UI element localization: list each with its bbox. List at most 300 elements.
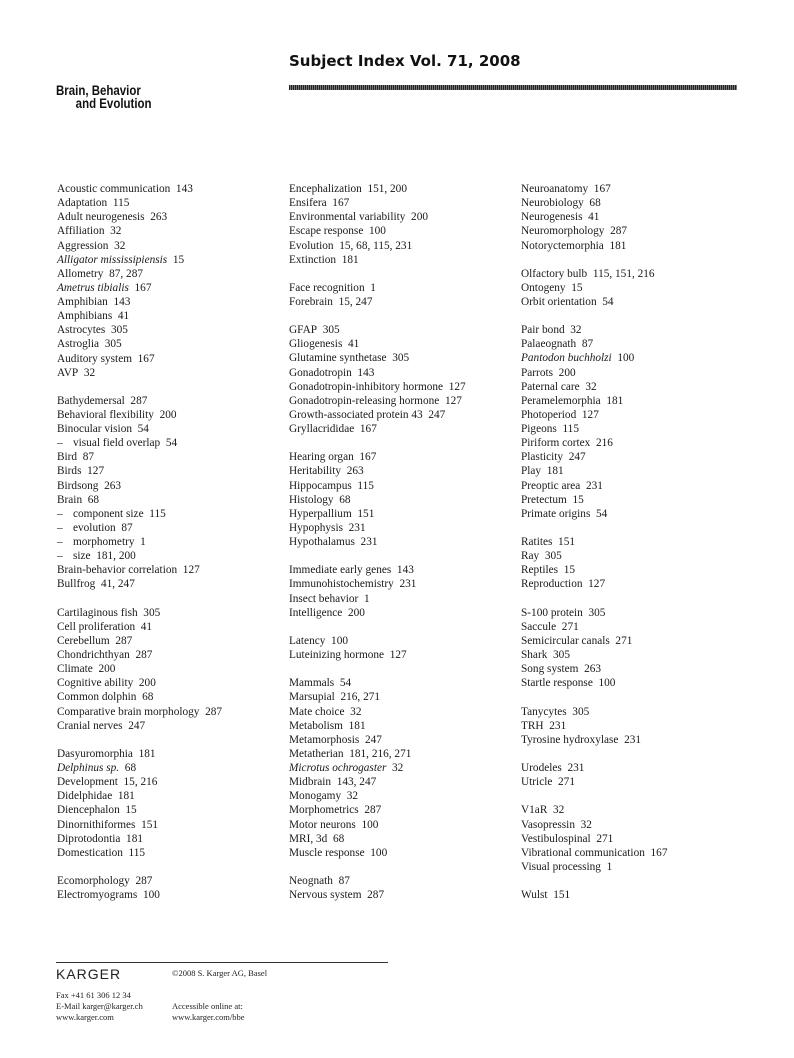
index-entry — [289, 408, 466, 422]
index-term: Notoryctemorphia — [521, 239, 604, 252]
index-entry — [57, 662, 222, 676]
index-pages: 167 — [359, 423, 377, 436]
online-access — [172, 1001, 244, 1023]
index-term: Gonadotropin — [289, 366, 352, 379]
index-entry — [289, 253, 466, 267]
index-entry — [57, 747, 222, 761]
index-entry — [57, 450, 222, 464]
index-entry — [521, 267, 667, 281]
index-term: Song system — [521, 663, 579, 676]
index-entry — [57, 775, 222, 789]
index-pages: 271 — [558, 776, 575, 789]
index-pages: 115 — [128, 846, 146, 859]
index-entry — [57, 676, 222, 690]
index-pages: 1 — [370, 281, 376, 294]
index-pages: 181 — [606, 394, 624, 407]
index-entry — [289, 592, 466, 606]
index-pages: 143 — [175, 183, 193, 195]
index-pages: 200 — [98, 663, 116, 676]
index-term: Tanycytes — [521, 705, 567, 718]
index-pages: 32 — [114, 239, 126, 252]
subentry-dash: – — [57, 507, 63, 520]
index-pages: 32 — [392, 762, 404, 775]
index-pages: 32 — [350, 705, 362, 718]
index-spacer — [57, 733, 222, 747]
index-term: Ray — [521, 550, 540, 563]
index-term: Semicircular canals — [521, 634, 610, 647]
index-term: Cranial nerves — [57, 719, 123, 732]
index-entry — [57, 606, 222, 620]
index-term: Gonadotropin-inhibitory hormone — [289, 380, 444, 393]
index-term: Gonadotropin-releasing hormone — [289, 394, 440, 407]
index-subentry — [57, 535, 222, 549]
index-entry — [289, 366, 466, 380]
index-pages: 287 — [135, 875, 153, 888]
index-term: Binocular vision — [57, 423, 132, 436]
index-term: Urodeles — [521, 762, 562, 775]
index-term: Forebrain — [289, 295, 333, 308]
index-entry — [521, 507, 667, 521]
index-entry — [521, 577, 667, 591]
index-term: Bullfrog — [57, 578, 96, 591]
index-term: Escape response — [289, 225, 364, 238]
index-entry — [521, 366, 667, 380]
index-entry — [521, 775, 667, 789]
index-pages: 287 — [135, 649, 153, 662]
index-term: Ontogeny — [521, 281, 566, 294]
index-spacer — [57, 592, 222, 606]
index-term: Saccule — [521, 620, 557, 633]
index-entry — [289, 690, 466, 704]
index-entry — [57, 394, 222, 408]
index-entry — [521, 493, 667, 507]
index-term: Olfactory bulb — [521, 267, 588, 280]
index-term: Electromyograms — [57, 889, 138, 902]
index-term: Hippocampus — [289, 479, 352, 492]
index-entry — [289, 210, 466, 224]
index-entry — [521, 888, 667, 902]
index-term: Reproduction — [521, 578, 583, 591]
index-term: Ratites — [521, 536, 553, 549]
index-term: Primate origins — [521, 507, 591, 520]
index-entry — [57, 648, 222, 662]
index-entry — [57, 295, 222, 309]
index-entry — [289, 846, 466, 860]
index-pages: 32 — [553, 804, 565, 817]
index-pages: 305 — [588, 606, 606, 619]
index-column-2 — [289, 182, 466, 902]
index-pages: 100 — [369, 225, 386, 238]
index-pages: 143 — [396, 564, 414, 577]
journal-logo — [56, 84, 152, 110]
index-pages: 32 — [110, 225, 122, 238]
index-term: morphometry — [73, 536, 135, 549]
index-term: Plasticity — [521, 451, 564, 464]
index-entry — [521, 182, 667, 196]
index-pages: 100 — [142, 889, 160, 902]
index-term: Mate choice — [289, 705, 345, 718]
index-pages: 115 — [562, 423, 579, 436]
index-spacer — [289, 267, 466, 281]
index-entry — [289, 803, 466, 817]
index-subentry — [57, 436, 222, 450]
index-pages: 87 — [338, 875, 350, 888]
index-pages: 167 — [137, 352, 155, 365]
index-entry — [57, 224, 222, 238]
index-term: Mammals — [289, 677, 335, 690]
index-term: Reptiles — [521, 564, 559, 577]
index-pages: 15 — [571, 281, 583, 294]
index-term: Immediate early genes — [289, 564, 392, 577]
index-term: Startle response — [521, 677, 593, 690]
index-pages: 271 — [596, 832, 614, 845]
index-term: Amphibian — [57, 296, 108, 308]
index-entry — [521, 422, 667, 436]
index-entry — [521, 662, 667, 676]
index-pages: 287 — [364, 804, 382, 817]
index-term: Cognitive ability — [57, 677, 134, 690]
index-pages: 15, 68, 115, 231 — [339, 239, 413, 252]
index-pages: 100 — [617, 352, 635, 365]
index-pages: 41 — [348, 338, 360, 351]
index-pages: 305 — [143, 606, 161, 619]
index-entry — [289, 450, 466, 464]
index-entry — [57, 281, 222, 295]
index-pages: 181, 200 — [96, 550, 136, 563]
index-entry — [521, 239, 667, 253]
index-pages: 151 — [357, 507, 375, 520]
index-entry — [289, 648, 466, 662]
index-spacer — [289, 620, 466, 634]
index-term: Orbit orientation — [521, 295, 597, 308]
index-term: Nervous system — [289, 889, 362, 902]
index-pages: 151 — [558, 536, 575, 549]
index-spacer — [521, 789, 667, 803]
index-term: Birdsong — [57, 479, 99, 492]
index-spacer — [521, 690, 667, 704]
index-term: Marsupial — [289, 691, 335, 704]
index-entry — [57, 408, 222, 422]
index-entry — [57, 620, 222, 634]
index-entry — [289, 182, 466, 196]
index-entry — [521, 719, 667, 733]
index-term: Development — [57, 776, 118, 789]
index-pages: 115, 151, 216 — [592, 267, 655, 280]
index-entry — [289, 521, 466, 535]
website-link[interactable]: www.karger.com — [56, 1012, 114, 1022]
index-pages: 32 — [83, 366, 96, 379]
index-entry — [289, 577, 466, 591]
index-entry — [289, 394, 466, 408]
index-term: Behavioral flexibility — [57, 408, 154, 421]
index-term: Paternal care — [521, 380, 580, 393]
subentry-dash: – — [57, 536, 63, 549]
online-access-label: Accessible online at: — [172, 1001, 243, 1011]
index-pages: 1 — [363, 592, 370, 605]
index-pages: 151 — [553, 889, 571, 902]
index-pages: 87 — [82, 451, 95, 464]
index-pages: 100 — [370, 846, 388, 859]
index-term: Evolution — [289, 239, 334, 252]
index-term: Comparative brain morphology — [57, 705, 200, 718]
index-term: Midbrain — [289, 776, 332, 789]
index-term: Domestication — [57, 846, 123, 859]
index-entry — [521, 818, 667, 832]
email-address[interactable]: E-Mail karger@karger.ch — [56, 1001, 143, 1011]
index-pages: 167 — [134, 281, 152, 294]
subentry-dash: – — [57, 521, 63, 534]
index-entry — [289, 719, 466, 733]
index-pages: 181 — [341, 253, 359, 266]
index-entry — [289, 832, 466, 846]
index-entry — [521, 733, 667, 747]
index-pages: 68 — [332, 832, 345, 845]
index-entry — [289, 479, 466, 493]
index-entry — [57, 493, 222, 507]
index-entry — [57, 182, 222, 196]
index-subentry — [57, 549, 222, 563]
index-entry — [57, 577, 222, 591]
index-pages: 41 — [588, 211, 600, 224]
index-spacer — [289, 309, 466, 323]
index-spacer — [521, 521, 667, 535]
index-pages: 287 — [115, 634, 133, 647]
index-spacer — [57, 380, 222, 394]
index-term: Piriform cortex — [521, 437, 591, 450]
index-term: Hyperpallium — [289, 507, 352, 520]
index-entry — [521, 620, 667, 634]
index-term: Cell proliferation — [57, 620, 136, 633]
index-entry — [57, 832, 222, 846]
index-entry — [289, 634, 466, 648]
index-pages: 305 — [544, 550, 562, 563]
index-term: Climate — [57, 663, 93, 676]
index-term: Allometry — [57, 267, 104, 280]
index-entry — [521, 549, 667, 563]
index-term: Dasyuromorphia — [57, 747, 133, 760]
index-term: Neurogenesis — [521, 211, 583, 224]
index-term: Metamorphosis — [289, 733, 360, 746]
index-term: Preoptic area — [521, 479, 581, 492]
index-pages: 181 — [609, 239, 627, 252]
index-pages: 181 — [546, 465, 564, 478]
index-term: evolution — [73, 521, 116, 534]
index-entry — [57, 874, 222, 888]
index-entry — [521, 634, 667, 648]
index-term: Cerebellum — [57, 634, 110, 647]
index-pages: 87 — [581, 338, 594, 351]
index-entry — [521, 196, 667, 210]
index-pages: 68 — [87, 493, 100, 506]
index-spacer — [521, 747, 667, 761]
index-entry — [521, 295, 667, 309]
index-pages: 127 — [448, 380, 466, 393]
index-entry — [289, 507, 466, 521]
index-entry — [289, 337, 466, 351]
index-entry — [289, 705, 466, 719]
index-pages: 41 — [117, 310, 130, 323]
index-entry — [57, 464, 222, 478]
index-term: Adult neurogenesis — [57, 211, 145, 224]
index-entry — [289, 888, 466, 902]
index-term: Heritability — [289, 465, 342, 478]
index-entry — [521, 450, 667, 464]
index-spacer — [289, 549, 466, 563]
index-pages: 287 — [130, 394, 148, 407]
index-pages: 181 — [117, 790, 135, 803]
index-entry — [521, 563, 667, 577]
index-entry — [521, 860, 667, 874]
index-pages: 216, 271 — [340, 691, 381, 704]
index-column-3 — [521, 182, 667, 902]
index-term: component size — [73, 507, 144, 520]
index-term: Motor neurons — [289, 818, 356, 831]
index-term: Metatherian — [289, 747, 344, 760]
index-pages: 247 — [364, 733, 382, 746]
index-pages: 100 — [331, 634, 348, 647]
index-term: Astroglia — [57, 338, 100, 351]
index-pages: 15 — [172, 253, 185, 266]
index-entry — [57, 267, 222, 281]
index-term: Pigeons — [521, 423, 557, 436]
index-pages: 287 — [205, 705, 223, 718]
index-term: Histology — [289, 493, 334, 506]
index-pages: 68 — [589, 197, 601, 210]
index-entry — [57, 323, 222, 337]
index-pages: 263 — [584, 663, 602, 676]
index-term: Diprotodontia — [57, 832, 121, 845]
index-pages: 41 — [140, 620, 153, 633]
index-term: Shark — [521, 649, 548, 662]
index-term: Palaeognath — [521, 338, 577, 351]
index-term: Growth-associated protein 43 — [289, 408, 423, 421]
index-entry — [57, 309, 222, 323]
index-spacer — [521, 874, 667, 888]
index-pages: 305 — [110, 324, 128, 337]
index-entry — [521, 535, 667, 549]
index-term: AVP — [57, 366, 79, 379]
index-term: Wulst — [521, 889, 548, 902]
index-term: Delphinus sp. — [57, 762, 120, 775]
index-term: Neognath — [289, 875, 333, 888]
index-spacer — [289, 860, 466, 874]
index-pages: 54 — [602, 295, 614, 308]
index-term: Peramelemorphia — [521, 394, 601, 407]
index-entry — [57, 210, 222, 224]
index-entry — [57, 705, 222, 719]
index-pages: 68 — [339, 493, 351, 506]
index-pages: 100 — [361, 818, 379, 831]
index-entry — [289, 733, 466, 747]
index-entry — [289, 874, 466, 888]
index-entry — [289, 281, 466, 295]
index-term: Acoustic communication — [57, 183, 171, 195]
index-entry — [289, 761, 466, 775]
index-pages: 87, 287 — [109, 267, 143, 280]
index-entry — [521, 464, 667, 478]
index-entry — [521, 210, 667, 224]
index-pages: 287 — [610, 225, 628, 238]
index-term: Didelphidae — [57, 790, 113, 803]
index-pages: 181 — [126, 832, 143, 845]
index-pages: 200 — [159, 408, 177, 421]
index-term: Hypothalamus — [289, 536, 355, 549]
index-entry — [57, 719, 222, 733]
index-entry — [521, 436, 667, 450]
subentry-dash: – — [57, 550, 63, 563]
title-rule — [289, 85, 737, 90]
index-pages: 231 — [399, 578, 417, 591]
page-title: Subject Index Vol. 71, 2008 — [289, 52, 521, 70]
index-entry — [289, 323, 466, 337]
index-term: Brain — [57, 493, 83, 506]
index-term: GFAP — [289, 324, 318, 337]
index-term: Encephalization — [289, 183, 362, 195]
index-entry — [57, 196, 222, 210]
index-entry — [289, 563, 466, 577]
index-pages: 167 — [593, 183, 611, 195]
index-term: visual field overlap — [73, 437, 161, 450]
index-pages: 231 — [585, 479, 603, 492]
index-entry — [57, 634, 222, 648]
index-subentry — [57, 507, 222, 521]
index-entry — [521, 224, 667, 238]
fax-number: Fax +41 61 306 12 34 — [56, 990, 131, 1000]
index-term: Auditory system — [57, 352, 132, 365]
index-term: Luteinizing hormone — [289, 649, 385, 662]
index-entry — [57, 803, 222, 817]
index-spacer — [521, 309, 667, 323]
index-entry — [521, 323, 667, 337]
index-term: Diencephalon — [57, 804, 120, 817]
index-entry — [521, 408, 667, 422]
journal-logo-line-2: and Evolution — [75, 95, 152, 111]
index-entry — [521, 832, 667, 846]
index-entry — [521, 676, 667, 690]
index-entry — [57, 352, 222, 366]
index-entry — [521, 380, 667, 394]
index-pages: 15 — [563, 564, 575, 577]
index-pages: 115 — [357, 479, 374, 492]
index-pages: 41, 247 — [100, 578, 135, 591]
index-entry — [289, 535, 466, 549]
index-term: Dinornithiformes — [57, 818, 136, 831]
index-entry — [57, 690, 222, 704]
index-term: Ecomorphology — [57, 875, 130, 888]
index-term: MRI, 3d — [289, 832, 328, 845]
index-pages: 263 — [150, 211, 168, 224]
index-pages: 15, 216 — [123, 776, 158, 789]
index-term: Cartilaginous fish — [57, 606, 138, 619]
index-term: Parrots — [521, 366, 554, 379]
online-access-url[interactable]: www.karger.com/bbe — [172, 1012, 245, 1022]
copyright — [172, 968, 267, 979]
index-entry — [57, 479, 222, 493]
index-term: Common dolphin — [57, 691, 137, 704]
index-pages: 271 — [561, 620, 579, 633]
index-pages: 54 — [596, 507, 608, 520]
index-entry — [289, 775, 466, 789]
index-entry — [289, 351, 466, 365]
index-entry — [521, 351, 667, 365]
index-entry — [289, 224, 466, 238]
index-pages: 231 — [567, 762, 585, 775]
index-pages: 15 — [125, 804, 137, 817]
index-entry — [289, 493, 466, 507]
index-term: Birds — [57, 465, 82, 478]
index-term: Muscle response — [289, 846, 365, 859]
index-entry — [289, 464, 466, 478]
